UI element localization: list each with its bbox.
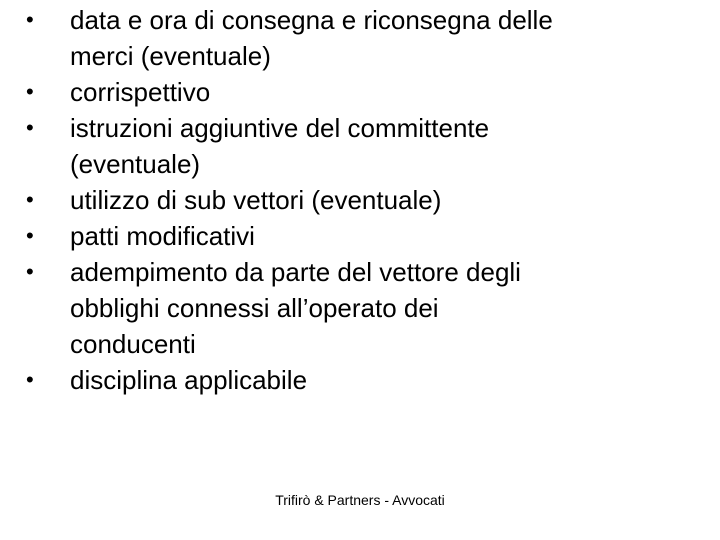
slide-footer: Trifirò & Partners - Avvocati (275, 492, 445, 508)
list-item (26, 218, 706, 254)
list-item (26, 110, 706, 182)
bullet-icon: • (26, 259, 34, 284)
bullet-icon: • (26, 79, 34, 104)
list-item (26, 362, 706, 398)
list-item (26, 2, 706, 74)
list-item-text: corrispettivo (70, 77, 211, 107)
list-item (26, 182, 706, 218)
bullet-icon: • (26, 367, 34, 392)
bullet-icon: • (26, 223, 34, 248)
bullet-icon: • (26, 187, 34, 212)
bullet-icon: • (26, 115, 34, 140)
list-item-text: istruzioni aggiuntive del committente (eventuale) (70, 113, 490, 179)
list-item-text: disciplina applicabile (70, 365, 308, 395)
bullet-list (26, 2, 706, 398)
list-item-text: patti modificativi (70, 221, 255, 251)
list-item (26, 74, 706, 110)
list-item (26, 254, 706, 362)
list-item-text: adempimento da parte del vettore degli obblighi connessi all’operato dei conducenti (70, 257, 521, 359)
list-item-text: utilizzo di sub vettori (eventuale) (70, 185, 442, 215)
list-item-text: data e ora di consegna e riconsegna delle merci (eventuale) (70, 5, 553, 71)
bullet-icon: • (26, 7, 34, 32)
